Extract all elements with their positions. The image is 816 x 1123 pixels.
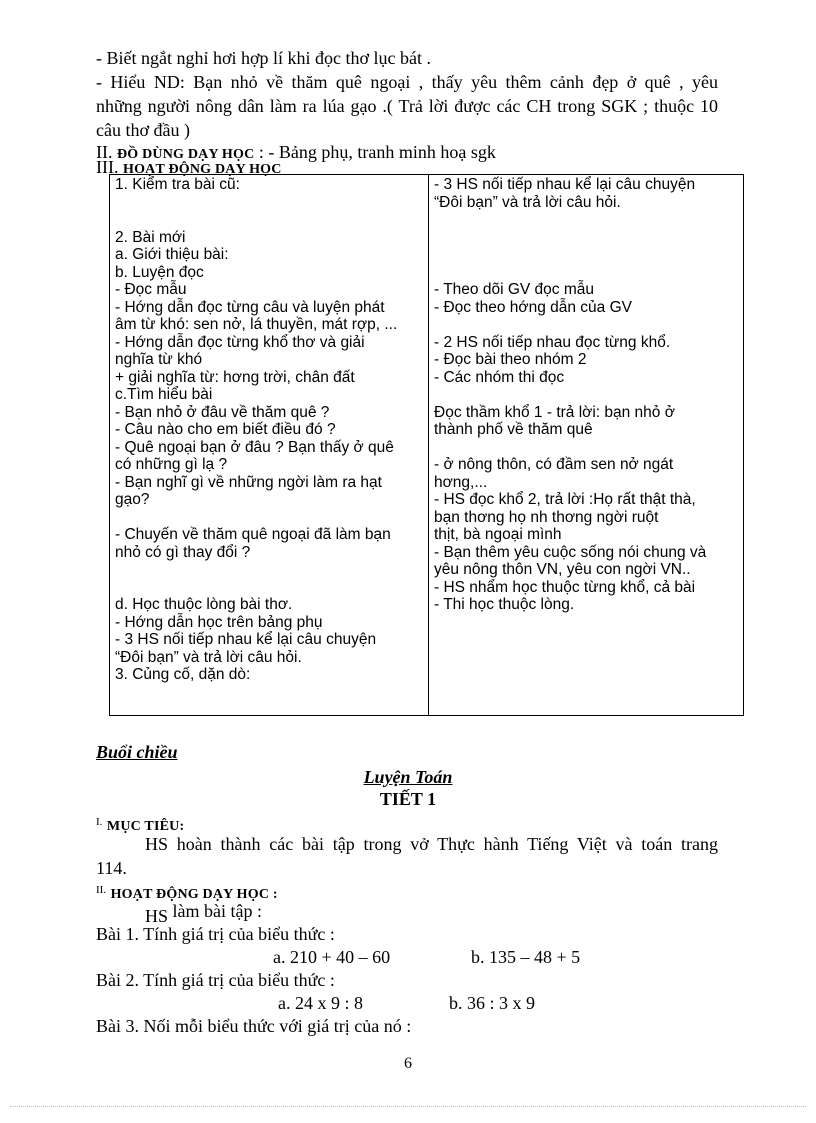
exercise-3: Bài 3. Nối mỗi biểu thức với giá trị của nó : (96, 1016, 412, 1036)
objectives2-line-2: 114. (96, 858, 127, 878)
subject-title: Luyện Toán (363, 767, 453, 787)
section-activities-heading: HOẠT ĐỘNG DẠY HỌC (122, 162, 282, 177)
table-cell-line: - Đọc theo hớng dẫn của GV (434, 298, 633, 316)
table-cell-line: 1. Kiểm tra bài cũ: (115, 176, 240, 193)
table-cell-line: - HS nhẩm học thuộc từng khổ, cả bài (434, 578, 696, 596)
exercise-1: Bài 1. Tính giá trị của biểu thức : (96, 924, 335, 944)
table-cell-line (434, 246, 739, 264)
table-cell-line: - Bạn thêm yêu cuộc sống nói chung và (434, 543, 707, 561)
table-cell-line: c.Tìm hiểu bài (115, 386, 213, 403)
table-cell-line: 2. Bài mới (115, 228, 186, 246)
section-activities-numeral: III. (96, 157, 119, 177)
table-teacher-column (115, 176, 422, 684)
table-cell-line (434, 211, 739, 229)
table-cell-line: - 2 HS nối tiếp nhau đọc từng khổ. (434, 333, 671, 351)
table-cell-line: - Hớng dẫn đọc từng câu và luyện phát (115, 298, 385, 316)
exercise-2b: b. 36 : 3 x 9 (449, 993, 536, 1013)
table-cell-line: âm từ khó: sen nở, lá thuyền, mát rợp, ... (115, 316, 398, 333)
table-cell-line (434, 229, 739, 247)
exercise-1a: a. 210 + 40 – 60 (273, 947, 391, 967)
table-cell-line: - Đọc bài theo nhóm 2 (434, 351, 587, 368)
table-cell-line: - Bạn nhỏ ở đâu về thăm quê ? (115, 403, 330, 421)
page-number: 6 (404, 1055, 412, 1072)
page-bottom-divider (10, 1106, 806, 1107)
exercise-1b: b. 135 – 48 + 5 (471, 947, 581, 967)
table-cell-line: yêu nông thôn VN, yêu con ngời VN.. (434, 561, 691, 578)
table-cell-line: - ở nông thôn, có đầm sen nở ngát (434, 456, 674, 473)
objectives2-line-1: HS hoàn thành các bài tập trong vở Thực hành Tiếng Việt và toán trang (145, 834, 718, 854)
objective-line-4: câu thơ đầu ) (96, 120, 190, 140)
table-cell-line: “Đôi bạn” và trả lời câu hỏi. (115, 648, 302, 666)
table-cell-line: - Chuyến về thăm quê ngoại đã làm bạn (115, 526, 391, 543)
table-student-column (434, 176, 739, 614)
table-cell-line: - Hớng dẫn đọc từng khổ thơ và giải (115, 333, 365, 351)
table-cell-line: có những gì lạ ? (115, 456, 228, 473)
objective-line-2: - Hiểu ND: Bạn nhỏ về thăm quê ngoại , thấy yêu thêm cảnh đẹp ở quê , yêu (96, 72, 718, 92)
table-cell-line: + giải nghĩa từ: hơng trời, chân đất (115, 368, 355, 386)
table-cell-line (115, 194, 422, 212)
table-cell-line: 3. Củng cố, dặn dò: (115, 666, 251, 683)
table-column-divider (428, 174, 429, 716)
table-cell-line (434, 439, 739, 457)
activities2-heading: HOẠT ĐỘNG DẠY HỌC : (110, 887, 278, 902)
table-cell-line (434, 316, 739, 334)
table-cell-line: nghĩa từ khó (115, 351, 203, 368)
table-cell-line: - 3 HS nối tiếp nhau kể lại câu chuyện (115, 631, 377, 648)
section-materials-numeral: II. (96, 142, 113, 162)
table-cell-line: b. Luyện đọc (115, 263, 204, 281)
objectives2-heading: MỤC TIÊU: (106, 819, 185, 834)
activities2-numeral: II. (96, 884, 107, 896)
table-cell-line (115, 579, 422, 597)
table-cell-line: thành phố về thăm quê (434, 421, 593, 438)
objectives2-numeral: I. (96, 816, 103, 828)
table-cell-line: Đọc thầm khổ 1 - trả lời: bạn nhỏ ở (434, 403, 675, 421)
table-cell-line: bạn thơng họ nh thơng ngời ruột (434, 508, 659, 526)
table-cell-line: - 3 HS nối tiếp nhau kể lại câu chuyện (434, 176, 696, 193)
table-cell-line (115, 211, 422, 229)
section-materials-text: : - Bảng phụ, tranh minh hoạ sgk (258, 142, 496, 162)
table-cell-line (434, 264, 739, 282)
activities2-intro: làm bài tập : (172, 901, 262, 921)
objective-line-3: những người nông dân làm ra lúa gạo .( Trả lời được các CH trong SGK ; thuộc 10 (96, 96, 718, 116)
table-cell-line: gạo? (115, 491, 150, 508)
table-cell-line: thịt, bà ngoại mình (434, 526, 562, 543)
table-cell-line: - Thi học thuộc lòng. (434, 596, 575, 613)
table-cell-line: d. Học thuộc lòng bài thơ. (115, 596, 293, 613)
table-cell-line: - Câu nào cho em biết điều đó ? (115, 421, 336, 438)
table-cell-line: nhỏ có gì thay đổi ? (115, 543, 251, 561)
table-cell-line: a. Giới thiệu bài: (115, 246, 229, 263)
afternoon-title: Buổi chiều (96, 742, 178, 762)
table-cell-line (115, 509, 422, 527)
table-cell-line: - Đọc mẫu (115, 281, 187, 298)
table-cell-line: - Theo dõi GV đọc mẫu (434, 281, 594, 298)
table-cell-line: - Bạn nghĩ gì về những ngời làm ra hạt (115, 473, 382, 491)
table-cell-line (434, 386, 739, 404)
table-cell-line: - Quê ngoại bạn ở đâu ? Bạn thấy ở quê (115, 438, 394, 456)
activities2-hs: HS (145, 906, 169, 926)
lesson-title: TIẾT 1 (379, 789, 437, 809)
table-cell-line (115, 561, 422, 579)
objective-line-1: - Biết ngắt nghỉ hơi hợp lí khi đọc thơ lục bát . (96, 48, 432, 68)
table-cell-line: - Hớng dẫn học trên bảng phụ (115, 613, 323, 631)
exercise-2: Bài 2. Tính giá trị của biểu thức : (96, 970, 335, 990)
table-cell-line: - Các nhóm thi đọc (434, 368, 565, 386)
section-materials-heading: ĐỒ DÙNG DẠY HỌC (117, 147, 255, 162)
table-cell-line: - HS đọc khổ 2, trả lời :Họ rất thật thà, (434, 491, 696, 508)
table-cell-line: hơng,... (434, 473, 488, 491)
exercise-2a: a. 24 x 9 : 8 (278, 993, 363, 1013)
table-cell-line: “Đôi bạn” và trả lời câu hỏi. (434, 193, 621, 211)
